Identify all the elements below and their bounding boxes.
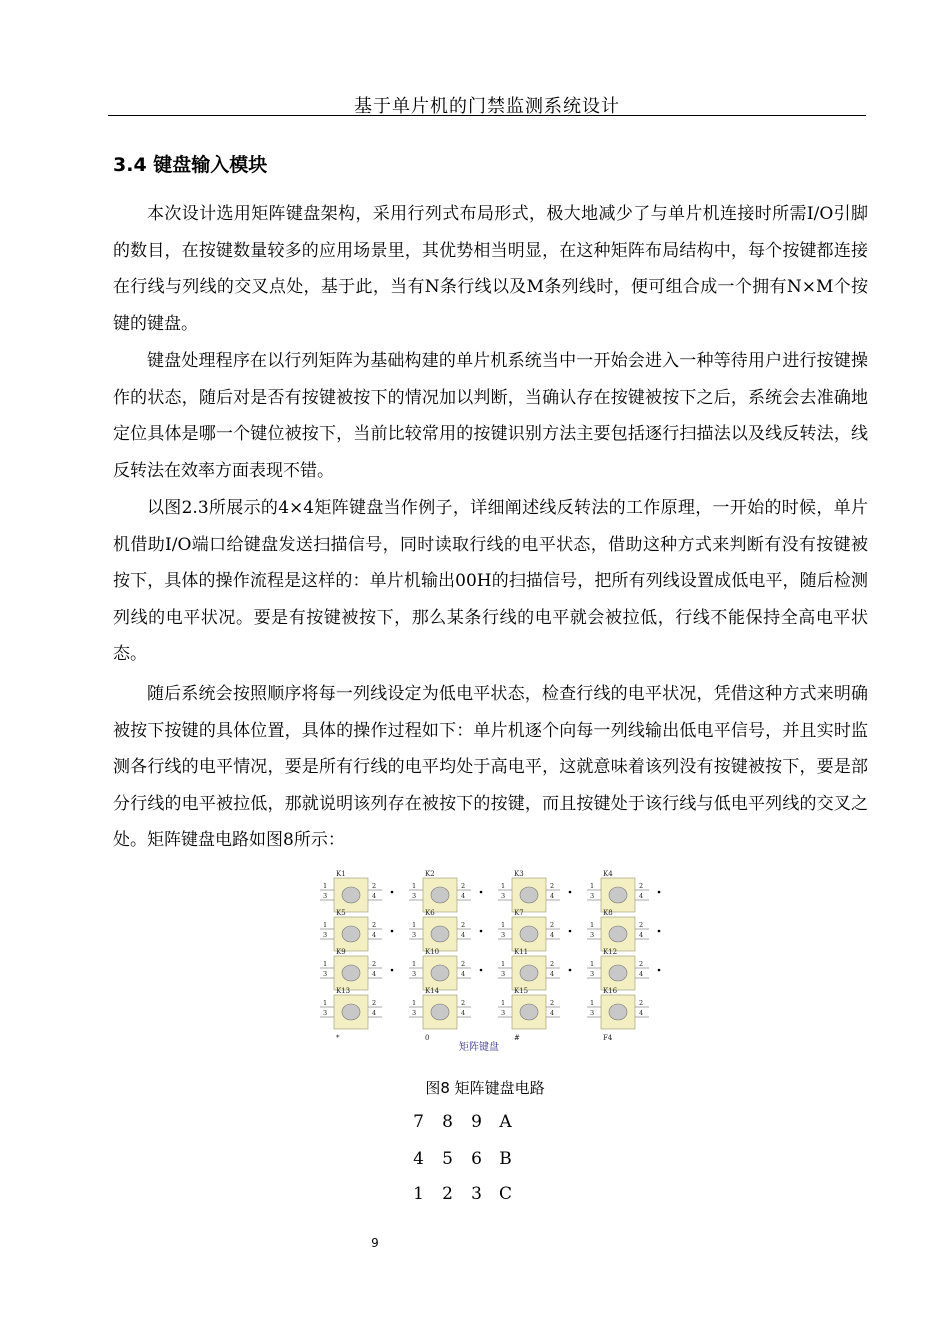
key-id-label: K2 bbox=[425, 870, 435, 878]
junction-dot bbox=[569, 930, 572, 933]
key-cell: C bbox=[498, 1184, 512, 1204]
pin-label: 1 bbox=[323, 960, 328, 968]
junction-dot bbox=[480, 891, 483, 894]
pin-label: 4 bbox=[372, 970, 377, 978]
key-cell: 2 bbox=[442, 1184, 453, 1204]
junction-dot bbox=[658, 930, 661, 933]
pin-label: 3 bbox=[412, 892, 417, 900]
figure-caption: 图8 矩阵键盘电路 bbox=[425, 1079, 545, 1097]
pin-label: 4 bbox=[639, 892, 644, 900]
pin-label: 1 bbox=[412, 921, 417, 929]
pin-label: 4 bbox=[461, 1009, 466, 1017]
pin-label: 3 bbox=[590, 970, 595, 978]
pin-label: 4 bbox=[461, 892, 466, 900]
pin-label: 1 bbox=[412, 999, 417, 1007]
key-button bbox=[609, 1004, 627, 1020]
pin-label: 2 bbox=[372, 921, 377, 929]
key-id-label: K8 bbox=[603, 909, 613, 917]
pin-label: 3 bbox=[501, 892, 506, 900]
junction-dot bbox=[658, 969, 661, 972]
pin-label: 2 bbox=[461, 960, 466, 968]
key-button bbox=[342, 1004, 360, 1020]
key-cell: 7 bbox=[413, 1112, 424, 1132]
junction-dot bbox=[658, 891, 661, 894]
key-function-label: # bbox=[514, 1034, 520, 1042]
paragraph-2: 键盘处理程序在以行列矩阵为基础构建的单片机系统当中一开始会进入一种等待用户进行按键操作的状态，随后对是否有按键被按下的情况加以判断，当确认存在按键被按下之后，系统会去准确地定位具体是哪一个键位被按下，当前比较常用的按键识别方法主要包括逐行扫描法以及线反转法，线反转法在效率方面表现不错。 bbox=[113, 351, 868, 481]
pin-label: 1 bbox=[590, 921, 595, 929]
pin-label: 2 bbox=[550, 999, 555, 1007]
key-id-label: K16 bbox=[603, 987, 618, 995]
key-id-label: K12 bbox=[603, 948, 618, 956]
pin-label: 1 bbox=[323, 999, 328, 1007]
key-cell: 1 bbox=[413, 1184, 424, 1204]
pin-label: 2 bbox=[639, 999, 644, 1007]
junction-dot bbox=[391, 969, 394, 972]
pin-label: 4 bbox=[639, 1009, 644, 1017]
key-function-label: F4 bbox=[603, 1034, 613, 1042]
key-button bbox=[342, 926, 360, 942]
diagram-caption: 矩阵键盘 bbox=[459, 1042, 499, 1053]
key-function-label: * bbox=[336, 1034, 340, 1042]
pin-label: 2 bbox=[372, 882, 377, 890]
pin-label: 2 bbox=[550, 882, 555, 890]
pin-label: 3 bbox=[501, 931, 506, 939]
key-button bbox=[520, 887, 538, 903]
key-button bbox=[520, 926, 538, 942]
key-layout-row bbox=[404, 1112, 520, 1132]
key-id-label: K1 bbox=[336, 870, 346, 878]
key-id-label: K6 bbox=[425, 909, 435, 917]
junction-dot bbox=[480, 930, 483, 933]
key-cell: A bbox=[499, 1112, 512, 1132]
pin-label: 1 bbox=[501, 960, 506, 968]
pin-label: 4 bbox=[550, 970, 555, 978]
key-id-label: K11 bbox=[514, 948, 529, 956]
pin-label: 4 bbox=[461, 970, 466, 978]
pin-label: 1 bbox=[590, 999, 595, 1007]
pin-label: 2 bbox=[639, 882, 644, 890]
key-button bbox=[520, 965, 538, 981]
pin-label: 2 bbox=[461, 999, 466, 1007]
key-cell: 5 bbox=[442, 1149, 453, 1169]
pin-label: 4 bbox=[639, 970, 644, 978]
section-title: 3.4 键盘输入模块 bbox=[113, 154, 268, 176]
key-button bbox=[431, 965, 449, 981]
pin-label: 4 bbox=[372, 1009, 377, 1017]
key-cell: 4 bbox=[413, 1149, 424, 1169]
pin-label: 3 bbox=[323, 892, 328, 900]
pin-label: 3 bbox=[501, 1009, 506, 1017]
key-cell: 6 bbox=[471, 1149, 482, 1169]
key-cell: 8 bbox=[442, 1112, 453, 1132]
pin-label: 1 bbox=[323, 882, 328, 890]
pin-label: 1 bbox=[590, 882, 595, 890]
key-function-label: 0 bbox=[425, 1034, 430, 1042]
page-header: 基于单片机的门禁监测系统设计 bbox=[354, 96, 620, 117]
pin-label: 2 bbox=[372, 999, 377, 1007]
pin-label: 3 bbox=[412, 970, 417, 978]
pin-label: 4 bbox=[372, 892, 377, 900]
key-id-label: K5 bbox=[336, 909, 346, 917]
pin-label: 1 bbox=[501, 999, 506, 1007]
junction-dot bbox=[391, 891, 394, 894]
pin-label: 3 bbox=[412, 1009, 417, 1017]
key-id-label: K13 bbox=[336, 987, 351, 995]
pin-label: 3 bbox=[323, 931, 328, 939]
junction-dot bbox=[391, 930, 394, 933]
key-button bbox=[609, 926, 627, 942]
key-button bbox=[431, 926, 449, 942]
key-cell: B bbox=[499, 1149, 512, 1169]
paragraph-4: 随后系统会按照顺序将每一列线设定为低电平状态，检查行线的电平状况，凭借这种方式来明确被按下按键的具体位置，具体的操作过程如下：单片机逐个向每一列线输出低电平信号，并且实时监测各行线的电平情况，要是所有行线的电平均处于高电平，这就意味着该列没有按键被按下，要是部分行线的电平被拉低，那就说明该列存在被按下的按键，而且按键处于该行线与低电平列线的交叉之处。矩阵键盘电路如图8所示： bbox=[113, 684, 868, 850]
page-number: 9 bbox=[371, 1236, 379, 1250]
pin-label: 2 bbox=[550, 960, 555, 968]
key-id-label: K4 bbox=[603, 870, 613, 878]
key-layout-row bbox=[404, 1184, 520, 1204]
pin-label: 4 bbox=[550, 1009, 555, 1017]
key-button bbox=[609, 965, 627, 981]
pin-label: 2 bbox=[639, 921, 644, 929]
key-button bbox=[342, 965, 360, 981]
junction-dot bbox=[569, 969, 572, 972]
junction-dot bbox=[480, 969, 483, 972]
pin-label: 3 bbox=[412, 931, 417, 939]
pin-label: 1 bbox=[501, 921, 506, 929]
pin-label: 2 bbox=[461, 882, 466, 890]
key-layout-row bbox=[404, 1149, 520, 1169]
junction-dot bbox=[569, 891, 572, 894]
paragraph-3: 以图2.3所展示的4×4矩阵键盘当作例子，详细阐述线反转法的工作原理，一开始的时候，单片机借助I/O端口给键盘发送扫描信号，同时读取行线的电平状态，借助这种方式来判断有没有按键被按下，具体的操作流程是这样的：单片机输出00H的扫描信号，把所有列线设置成低电平，随后检测列线的电平状况。要是有按键被按下，那么某条行线的电平就会被拉低，行线不能保持全高电平状态。 bbox=[113, 498, 868, 664]
pin-label: 1 bbox=[590, 960, 595, 968]
pin-label: 1 bbox=[501, 882, 506, 890]
pin-label: 4 bbox=[639, 931, 644, 939]
pin-label: 1 bbox=[412, 882, 417, 890]
key-button bbox=[431, 887, 449, 903]
pin-label: 4 bbox=[372, 931, 377, 939]
pin-label: 1 bbox=[323, 921, 328, 929]
pin-label: 2 bbox=[461, 921, 466, 929]
pin-label: 4 bbox=[550, 892, 555, 900]
pin-label: 3 bbox=[323, 1009, 328, 1017]
matrix-keyboard-diagram bbox=[312, 862, 672, 1060]
key-id-label: K15 bbox=[514, 987, 529, 995]
key-id-label: K14 bbox=[425, 987, 440, 995]
paragraph-1: 本次设计选用矩阵键盘架构，采用行列式布局形式，极大地减少了与单片机连接时所需I/O引脚的数目，在按键数量较多的应用场景里，其优势相当明显，在这种矩阵布局结构中，每个按键都连接在行线与列线的交叉点处，基于此，当有N条行线以及M条列线时，便可组合成一个拥有N×M个按键的键盘。 bbox=[113, 204, 868, 334]
key-id-label: K10 bbox=[425, 948, 440, 956]
key-button bbox=[342, 887, 360, 903]
key-cell: 3 bbox=[471, 1184, 482, 1204]
key-id-label: K9 bbox=[336, 948, 346, 956]
key-button bbox=[609, 887, 627, 903]
key-cell: 9 bbox=[471, 1112, 482, 1132]
pin-label: 2 bbox=[550, 921, 555, 929]
pin-label: 2 bbox=[639, 960, 644, 968]
pin-label: 1 bbox=[412, 960, 417, 968]
key-id-label: K7 bbox=[514, 909, 524, 917]
key-button bbox=[431, 1004, 449, 1020]
pin-label: 3 bbox=[323, 970, 328, 978]
pin-label: 4 bbox=[550, 931, 555, 939]
pin-label: 3 bbox=[590, 892, 595, 900]
header-rule bbox=[108, 115, 866, 116]
pin-label: 3 bbox=[590, 931, 595, 939]
pin-label: 3 bbox=[590, 1009, 595, 1017]
key-id-label: K3 bbox=[514, 870, 524, 878]
key-button bbox=[520, 1004, 538, 1020]
pin-label: 3 bbox=[501, 970, 506, 978]
pin-label: 4 bbox=[461, 931, 466, 939]
pin-label: 2 bbox=[372, 960, 377, 968]
